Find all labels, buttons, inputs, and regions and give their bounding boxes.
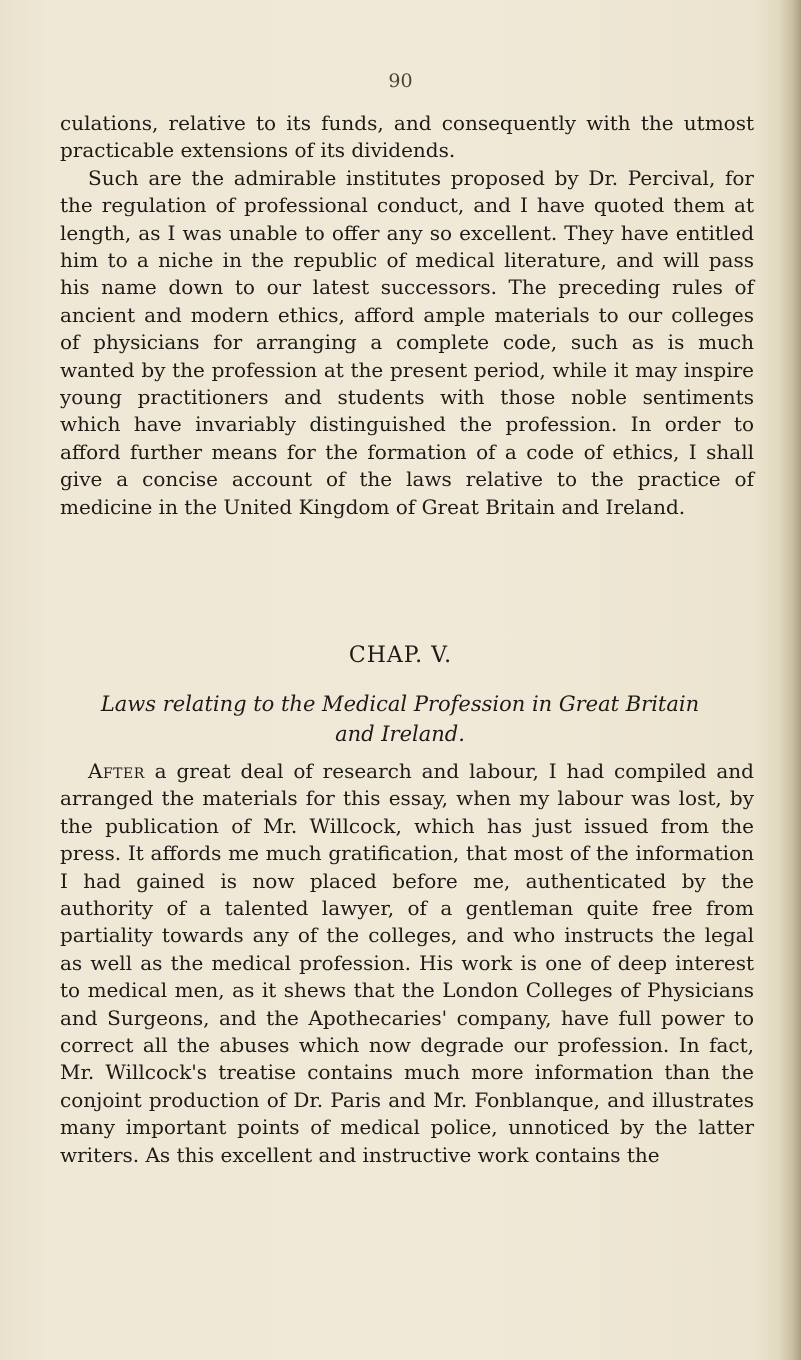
paragraph-lead-word: After (88, 759, 145, 783)
chapter-subtitle: Laws relating to the Medical Profession in Great Britain and Ireland. (100, 692, 700, 746)
page-edge-shadow (779, 0, 801, 1360)
chapter-heading: CHAP. V. (348, 643, 453, 668)
paragraph-willcock (60, 758, 754, 1169)
paragraph-body: a great deal of research and labour, I had compiled and arranged the materials for this essay, when my labour was lost, by the publication of Mr. Willcock, which has just issued from the press. It affords me much gratification, that most of the information I had gained is now placed before me, authenticated by the authority of a talented lawyer, of a gentleman quite free from partiality towards any of the colleges, and who instructs the legal as well as the medical profession. His work is one of deep interest to medical men, as it shews that the London Colleges of Physicians and Surgeons, and the Apothecaries' company, have full power to correct all the abuses which now degrade our profession. In fact, Mr. Willcock's treatise contains much more information than the conjoint production of Dr. Paris and Mr. Fonblanque, and illustrates many important points of medical police, unnoticed by the latter writers. As this excellent and instructive work contains the (60, 759, 754, 1167)
body-text-bottom (60, 758, 754, 1169)
continuation-paragraph: culations, relative to its funds, and consequently with the utmost practicable extensions of its dividends. (60, 111, 754, 163)
paragraph-percival: Such are the admirable institutes proposed by Dr. Percival, for the regulation of professional conduct, and I have quoted them at length, as I was unable to offer any so excellent. They have entitled him to a niche in the republic of medical literature, and will pass his name down to our latest successors. The preceding rules of ancient and modern ethics, afford ample materials to our colleges of physicians for arranging a complete code, such as is much wanted by the profession at the present period, while it may inspire young practitioners and students with those noble sentiments which have invariably distinguished the profession. In order to afford further means for the formation of a code of ethics, I shall give a concise account of the laws relative to the practice of medicine in the United Kingdom of Great Britain and Ireland. (60, 165, 754, 519)
page-number: 90 (388, 70, 413, 92)
body-text-top (60, 110, 754, 521)
